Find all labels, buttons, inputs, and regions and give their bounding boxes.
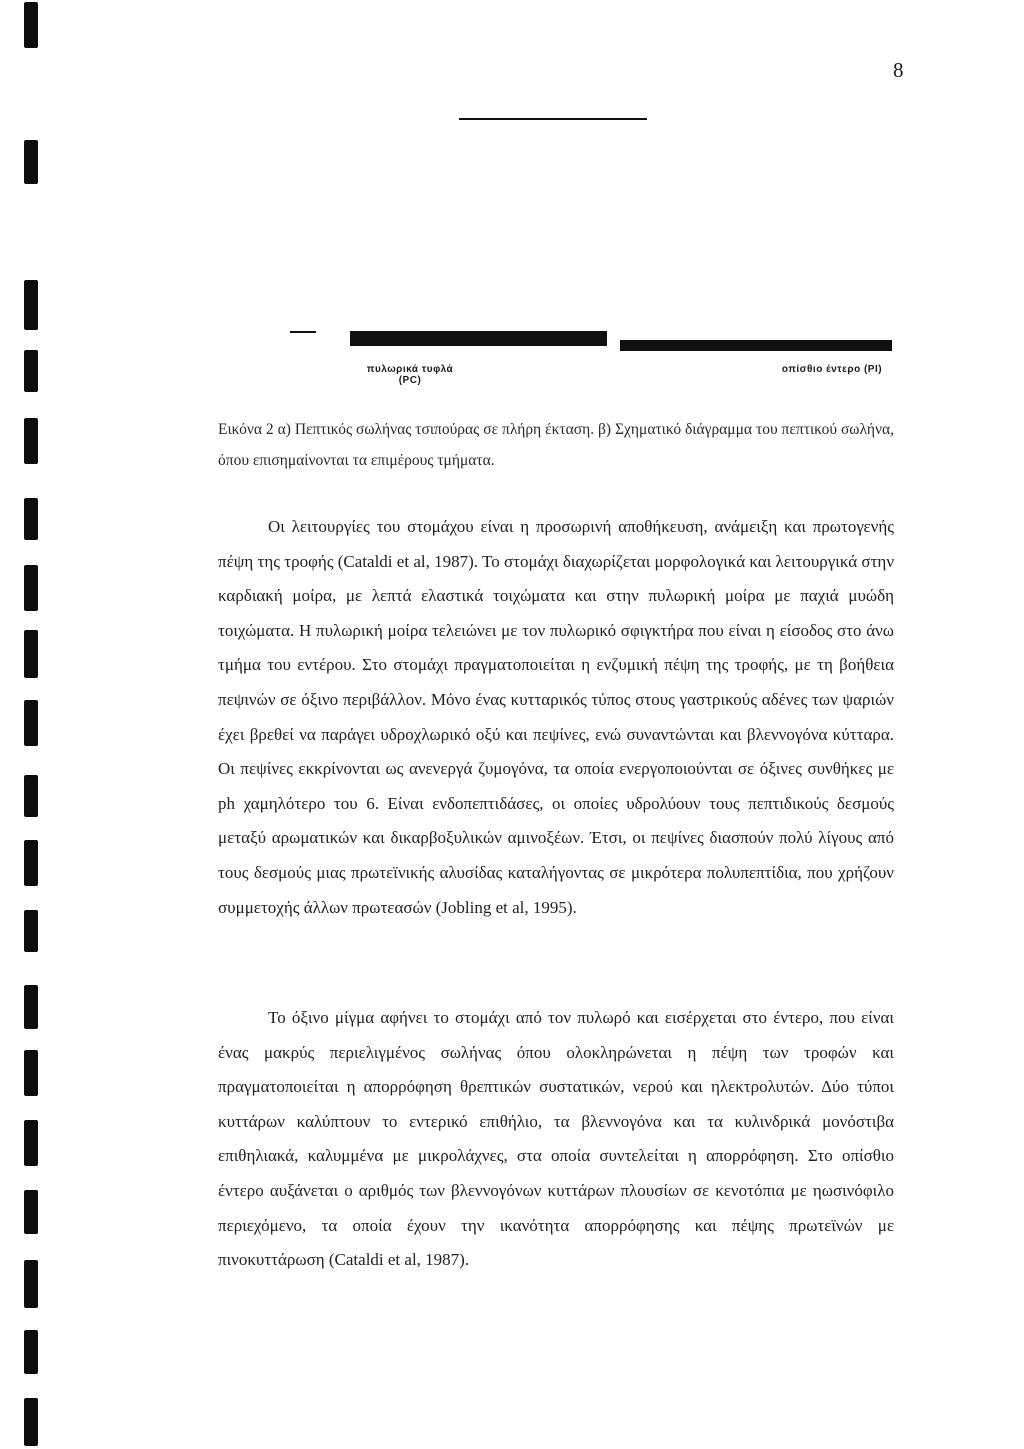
body-paragraph: Το όξινο μίγμα αφήνει το στομάχι από τον πυλωρό και εισέρχεται στο έντερο, που είναι ένας μακρύς περιελιγμένος σωλήνας όπου ολοκληρώνεται η πέψη των τροφών και πραγματοποιείται η απορρόφηση θρεπτικών συστατικών, νερού και ηλεκτρολυτών. Δύο τύποι κυττάρων καλύπτουν το εντερικό επιθήλιο, τα βλεννογόνα και τα κυλινδρικά μονόστιβα επιθηλιακά, καλυμμένα με μικρολάχνες, στα οποία συντελείται η απορρόφηση. Στο οπίσθιο έντερο αυξάνεται ο αριθμός των βλεννογόνων κυττάρων πλουσίων σε κενοτόπια με ηωσινόφιλο περιεχόμενο, τα οποία έχουν την ικανότητα απορρόφησης και πέψης πρωτεϊνών με πινοκυττάρωση (Cataldi et al, 1987).	[218, 1008, 894, 1270]
binding-mark	[24, 775, 38, 817]
body-paragraph: Οι λειτουργίες του στομάχου είναι η προσωρινή αποθήκευση, ανάμειξη και πρωτογενής πέψη της τροφής (Cataldi et al, 1987). Το στομάχι διαχωρίζεται μορφολογικά και λειτουργικά στην καρδιακή μοίρα, με λεπτά ελαστικά τοιχώματα και στην πυλωρική μοίρα με παχιά μυώδη τοιχώματα. Η πυλωρική μοίρα τελειώνει με τον πυλωρικό σφιγκτήρα που είναι η είσοδος στο άνω τμήμα του εντέρου. Στο στομάχι πραγματοποιείται η ενζυμική πέψη της τροφής, με τη βοήθεια πεψινών σε όξινο περιβάλλον. Μόνο ένας κυτταρικός τύπος στους γαστρικούς αδένες των ψαριών έχει βρεθεί να παράγει υδροχλωρικό οξύ και πεψίνες, ενώ συναντώνται και βλεννογόνα κύτταρα. Οι πεψίνες εκκρίνονται ως ανενεργά ζυμογόνα, τα οποία ενεργοποιούνται σε όξινες συνθήκες με ph χαμηλότερο του 6. Είναι ενδοπεπτιδάσες, οι οποίες υδρολύουν τους πεπτιδικούς δεσμούς μεταξύ αρωματικών και δικαρβοξυλικών αμινοξέων. Έτσι, οι πεψίνες διασπούν πολύ λίγους από τους δεσμούς μιας πρωτεϊνικής αλυσίδας καταλήγοντας σε μικρότερα πολυπεπτίδια, που χρήζουν συμμετοχής άλλων πρωτεασών (Jobling et al, 1995).	[218, 517, 894, 917]
binding-mark	[24, 1398, 38, 1446]
figure-label-line: (PC)	[398, 375, 422, 386]
binding-mark	[24, 985, 38, 1029]
binding-mark	[24, 910, 38, 952]
binding-mark	[24, 565, 38, 611]
figure-label-hindgut: οπίσθιο έντερο (PI)	[781, 364, 883, 375]
binding-mark	[24, 630, 38, 678]
binding-mark	[24, 700, 38, 746]
binding-mark	[24, 140, 38, 184]
figure-bar-left	[350, 331, 607, 346]
binding-mark	[24, 1330, 38, 1374]
figure-top-rule	[459, 118, 647, 120]
binding-mark	[24, 350, 38, 392]
figure-label-pyloric-caeca	[345, 364, 475, 386]
binding-mark	[24, 1260, 38, 1308]
figure-bar-right	[620, 340, 892, 351]
binding-mark	[24, 418, 38, 464]
figure-tick	[290, 331, 316, 333]
binding-mark	[24, 1120, 38, 1166]
figure-label-line: πυλωρικά τυφλά	[366, 364, 454, 375]
figure-caption: Εικόνα 2 α) Πεπτικός σωλήνας τσιπούρας σε πλήρη έκταση. β) Σχηματικό διάγραμμα του πεπτικού σωλήνα, όπου επισημαίνονται τα επιμέρους τμήματα.	[218, 421, 894, 469]
binding-mark	[24, 1190, 38, 1234]
binding-mark	[24, 498, 38, 540]
binding-mark	[24, 1050, 38, 1096]
page-number: 8	[893, 58, 904, 82]
binding-mark	[24, 280, 38, 330]
binding-mark	[24, 2, 38, 48]
binding-mark	[24, 840, 38, 886]
